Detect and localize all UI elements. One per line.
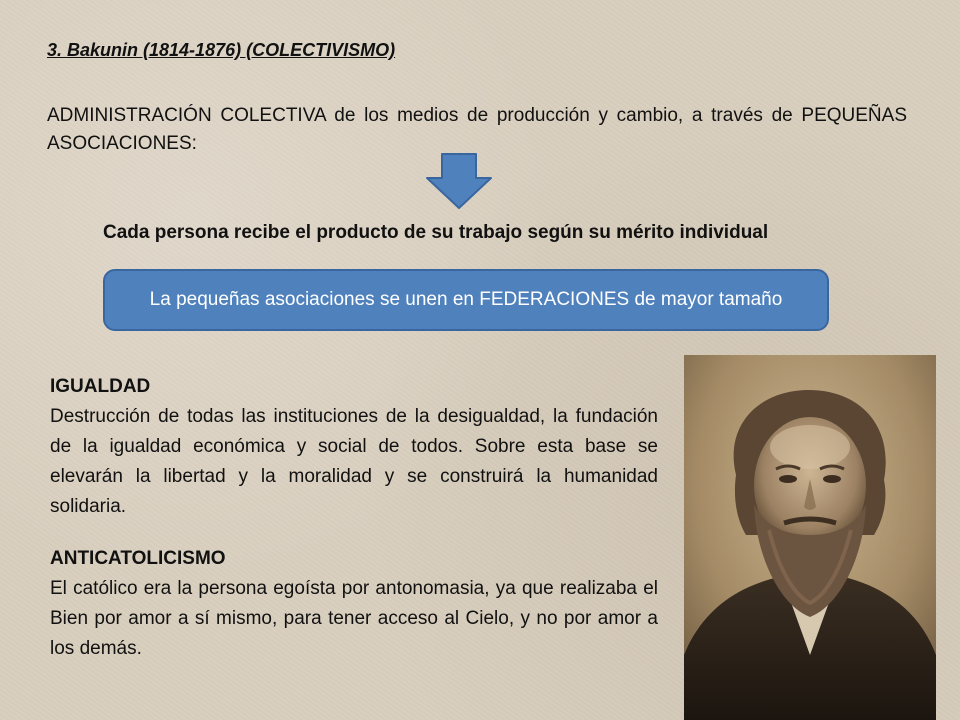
section-heading: IGUALDAD xyxy=(50,376,151,397)
merit-statement: Cada persona recibe el producto de su trabajo según su mérito individual xyxy=(103,222,769,243)
down-arrow-icon xyxy=(424,152,494,210)
federation-box xyxy=(103,269,829,331)
federation-text: La pequeñas asociaciones se unen en FEDERACIONES de mayor tamaño xyxy=(149,289,783,310)
slide-title: 3. Bakunin (1814-1876) (COLECTIVISMO) xyxy=(47,40,396,60)
section-heading: ANTICATOLICISMO xyxy=(50,548,226,569)
section-igualdad xyxy=(50,372,658,522)
bakunin-portrait xyxy=(684,355,936,720)
section-anticatolicismo xyxy=(50,544,658,664)
intro-paragraph: ADMINISTRACIÓN COLECTIVA de los medios de producción y cambio, a través de PEQUEÑAS ASOCIACIONES: xyxy=(47,105,907,154)
section-text: El católico era la persona egoísta por antonomasia, ya que realizaba el Bien por amor a sí mismo, para tener acceso al Cielo, y no por amor a los demás. xyxy=(50,578,658,659)
section-text: Destrucción de todas las instituciones de la desigualdad, la fundación de la igualdad económica y social de todos. Sobre esta base se elevarán la libertad y la moralidad y se construirá la humanidad solidaria. xyxy=(50,406,658,517)
